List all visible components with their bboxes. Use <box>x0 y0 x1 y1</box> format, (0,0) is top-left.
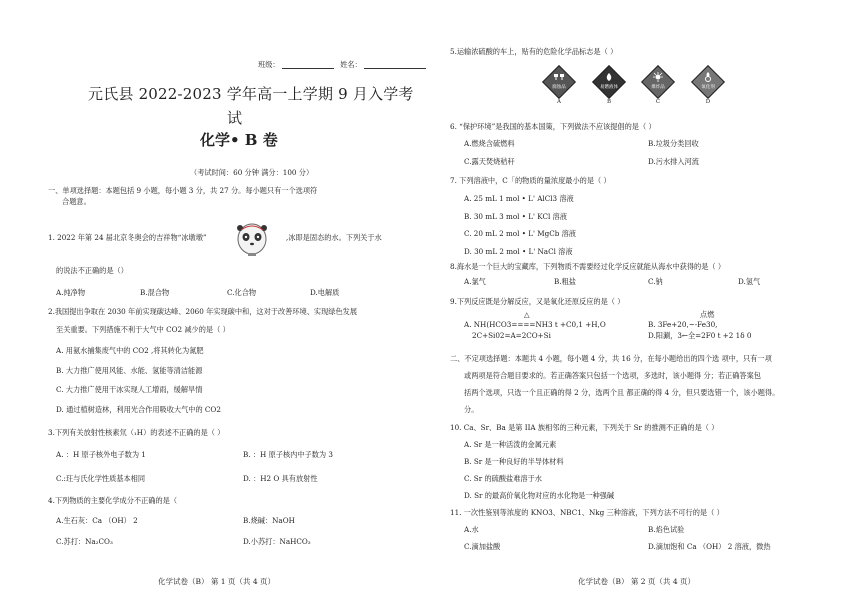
q6-stem: 6. “保护环境”是我国的基本国策，下列做法不应该提倡的是（ ） <box>450 122 656 131</box>
q9-stem: 9.下列反应既是分解反应，又是氧化还原反应的是（ ） <box>450 297 625 306</box>
q6-option-a[interactable]: A.燃烧含硫燃料 <box>464 139 515 148</box>
q2-option-d[interactable]: D. 通过植树造林，利用光合作用吸收大气中的 CO2 <box>56 405 221 414</box>
q11-stem: 11. 一次性鉴别等浓度的 KNO3、NBC1、Nkg 三种溶液，下列方法不可行的是（ ） <box>450 508 724 517</box>
q10-option-b[interactable]: B. Sr 是一种良好的半导体材料 <box>464 457 564 466</box>
hazard-sign-b[interactable] <box>593 66 625 105</box>
q4-option-d[interactable]: D.小苏打：NaHCO₃ <box>243 537 311 546</box>
q3-option-a[interactable]: A. ：H 原子核外电子数为 1 <box>56 450 146 459</box>
flame-icon <box>603 72 615 82</box>
q2-stem-2: 至关重要。下列措施不利于大气中 CO2 减少的是（ ） <box>56 325 230 334</box>
q11-option-a[interactable]: A.水 <box>464 525 479 534</box>
q4-stem: 4.下列物质的主要化学成分不正确的是（ <box>48 496 178 505</box>
q9-option-a[interactable]: A. NH(HCO3====NH3 t +C0,1 +H,O <box>464 320 606 329</box>
class-label: 班级： <box>258 60 280 69</box>
diamond-icon <box>691 65 725 99</box>
section1-heading-cont: 合题意。 <box>62 197 91 206</box>
q11-option-b[interactable]: B.焰色试验 <box>648 525 685 534</box>
q8-stem: 8.海水是一个巨大的宝藏库，下列物质不需要经过化学反应就能从海水中获得的是（ ） <box>450 262 726 271</box>
q3-option-d[interactable]: D. ：H2 O 具有放射性 <box>243 474 318 483</box>
page-title-cont: 试 <box>227 109 243 127</box>
q1-option-c[interactable]: C.化合物 <box>227 288 257 297</box>
q6-option-c[interactable]: C.露天焚烧秸秆 <box>464 157 515 166</box>
sign-b-label: 易燃液体 <box>600 85 618 90</box>
section2-heading-3: 括两个选项，只选一个且正确的得 2 分，选两个且 都正确的得 4 分，但只要选错一个，该小题得。 <box>464 388 780 397</box>
q9-delta-mark: △ <box>524 310 530 319</box>
q10-stem: 10. Ca、Sr、Ba 是第 IIA 族相邻的三种元素，下列关于 Sr 的推测不正确的是（ ） <box>450 423 719 432</box>
q10-option-a[interactable]: A. Sr 是一种活泼的金属元素 <box>464 440 557 449</box>
q11-option-c[interactable]: C.滴加盐酸 <box>464 542 501 551</box>
q9-option-b[interactable]: B. 3Fe+20,~-Fe30, <box>648 320 718 329</box>
corrosive-icon <box>553 72 565 82</box>
q9-option-c[interactable]: 2C+Si02=A=2CO+Si <box>472 331 551 340</box>
section2-heading: 二、不定项选择题：本题共 4 小题，每小题 4 分，共 16 分，在每小题给出的四个选 项中，只有一项 <box>450 354 772 363</box>
q2-option-c[interactable]: C. 大力推广使用干冰实现人工增雨，缓解旱情 <box>56 385 203 394</box>
oxidizer-icon <box>702 72 714 82</box>
subject-title: 化学• B 卷 <box>200 131 278 149</box>
q6-option-d[interactable]: D.污水排入河流 <box>648 157 699 166</box>
section2-heading-4: 分。 <box>464 405 479 414</box>
q7-option-c[interactable]: C. 20 mL 2 mol • L' MgCb 溶液 <box>464 229 576 238</box>
q8-option-d[interactable]: D.氢气 <box>738 277 761 286</box>
q9-option-d[interactable]: D.阳涮，3←全=2F0 t +2 1δ 0 <box>648 331 752 340</box>
q3-stem: 3.下列有关放射性核素氘（₁H）的表述不正确的是（ ） <box>48 428 225 437</box>
q5-stem: 5.运输浓硫酸的车上，贴有的危险化学品标志是（ ） <box>450 47 618 56</box>
diamond-icon <box>641 65 675 99</box>
exam-time-info: （考试时间：60 分钟 满分：100 分） <box>190 168 314 177</box>
q2-option-a[interactable]: A. 用氨水捕集废气中的 CO2 ,将其转化为氮肥 <box>56 346 204 355</box>
q8-option-a[interactable]: A.氯气 <box>464 277 486 286</box>
q2-option-b[interactable]: B. 大力推广使用风能、水能、氢能等清洁能源 <box>56 366 203 375</box>
q11-option-d[interactable]: D.滴加饱和 Ca （OH） 2 溶液，微热 <box>648 542 771 551</box>
name-blank <box>364 61 426 69</box>
q10-option-c[interactable]: C. Sr 的硫酸盐难溶于水 <box>464 474 542 483</box>
sign-c-letter: C <box>655 99 661 105</box>
q1-stem: 1. 2022 年第 24 届北京冬奥会的吉祥物“冰墩墩” <box>48 233 207 242</box>
hazard-sign-c[interactable] <box>642 66 674 105</box>
section2-heading-2: 或两项是符合题目要求的。若正确答案只包括一个选项，多选时，该小题得 分；若正确答案包 <box>464 371 761 380</box>
q8-option-b[interactable]: B.粗盐 <box>554 277 576 286</box>
q9-ignite-mark: 点燃 <box>700 310 715 319</box>
page-2 <box>430 0 860 604</box>
q2-stem: 2.我国提出争取在 2030 年前实现碳达峰、2060 年实现碳中和，这对于改善环境、实现绿色发展 <box>48 307 358 316</box>
q4-option-a[interactable]: A.生石灰：Ca （OH） 2 <box>56 516 138 525</box>
hazard-sign-a[interactable] <box>543 66 575 105</box>
q4-option-b[interactable]: B.烧碱：NaOH <box>243 516 295 525</box>
sign-d-label: 氧化剂 <box>701 85 715 90</box>
q1-option-a[interactable]: A.纯净物 <box>56 288 86 297</box>
q1-option-d[interactable]: D.电解质 <box>310 288 340 297</box>
q6-option-b[interactable]: B.垃圾分类回收 <box>648 139 699 148</box>
sign-a-label: 腐蚀品 <box>552 85 566 90</box>
name-label: 姓名： <box>340 60 362 69</box>
section1-heading: 一、单项选择题：本题包括 9 小题，每小题 3 分，共 27 分。每小题只有一个选项符 <box>48 186 318 195</box>
q1-stem-2: 的说法不正确的是（） <box>56 266 128 275</box>
q1-stem-tail: ,冰即是固态的水。下列关于水 <box>286 233 382 242</box>
footer-page-2: 化学试卷（B） 第 2 页（共 4 页） <box>578 577 695 586</box>
q10-option-d[interactable]: D. Sr 的最高价氧化物对应的水化物是一种强碱 <box>464 491 615 500</box>
q7-stem: 7. 下列溶液中，C「的物质的量浓度最小的是（ ） <box>450 176 611 185</box>
q8-option-c[interactable]: C.钠 <box>648 277 663 286</box>
q3-option-b[interactable]: B. ：H 原子核内中子数为 3 <box>243 450 333 459</box>
diamond-icon <box>542 65 576 99</box>
class-name-line <box>258 60 428 69</box>
sign-d-letter: D <box>705 99 711 105</box>
diamond-icon <box>592 65 626 99</box>
q4-option-c[interactable]: C.苏打：Na₂CO₃ <box>56 537 113 546</box>
explosion-icon <box>652 72 664 82</box>
hazard-sign-d[interactable] <box>692 66 724 105</box>
footer-page-1: 化学试卷（B） 第 1 页（共 4 页） <box>158 577 275 586</box>
sign-c-label: 爆炸品 <box>651 85 665 90</box>
q3-option-c[interactable]: C.:玨与氏化学性质基本相同 <box>56 474 146 483</box>
q1-option-b[interactable]: B.混合物 <box>140 288 170 297</box>
mascot-image <box>226 220 278 258</box>
sign-b-letter: B <box>606 99 612 105</box>
q7-option-a[interactable]: A. 25 mL 1 mol • L' AlCl3 溶液 <box>464 194 574 203</box>
sign-a-letter: A <box>557 99 561 105</box>
class-blank <box>282 61 334 69</box>
page-title: 元氏县 2022-2023 学年高一上学期 9 月入学考 <box>88 85 414 103</box>
q7-option-d[interactable]: D. 30 mL 2 mol • L' NaCl 溶液 <box>464 247 573 256</box>
q7-option-b[interactable]: B. 30 mL 3 mol • L' KCl 溶液 <box>464 212 567 221</box>
